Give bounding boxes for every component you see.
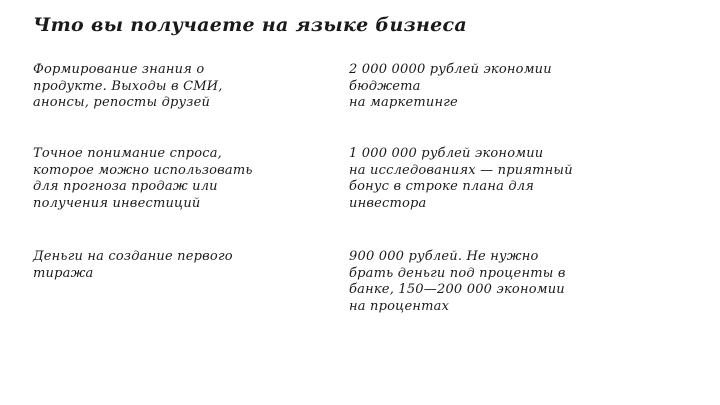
row-1-value-line: на маркетинге (349, 95, 458, 110)
row-1-benefit-line: Формирование знания о (33, 62, 205, 77)
row-2-value-line: на исследованиях — приятный (349, 162, 573, 178)
row-2-value-line: инвестора (349, 195, 427, 211)
row-2-benefit-line: для прогноза продаж или (33, 179, 218, 194)
row-3-value-line: на процентах (349, 298, 450, 314)
row-2-value-line: бонус в строке плана для (349, 179, 535, 194)
row-3-benefit-line: тиража (33, 265, 94, 281)
slide-title: Что вы получаете на языке бизнеса (33, 14, 468, 36)
row-2-benefit-line: получения инвестиций (33, 195, 201, 211)
row-2-benefit-line: Точное понимание спроса, (33, 146, 222, 161)
row-2-benefit-line: которое можно использовать (33, 162, 253, 178)
row-3-value-line: брать деньги под проценты в (349, 265, 566, 281)
row-2-business-value (349, 146, 639, 212)
row-3-business-value (349, 249, 639, 315)
row-1-benefit-line: анонсы, репосты друзей (33, 95, 211, 110)
row-3-benefit (33, 249, 313, 282)
row-3-value-line: банке, 150—200 000 экономии (349, 282, 565, 297)
row-1-benefit (33, 62, 313, 112)
row-1-benefit-line: продукте. Выходы в СМИ, (33, 78, 223, 94)
row-1-value-line: бюджета (349, 78, 421, 94)
row-3-benefit-line: Деньги на создание первого (33, 249, 233, 264)
row-2-benefit (33, 146, 313, 212)
row-1-business-value (349, 62, 639, 112)
row-1-value-line: 2 000 0000 рублей экономии (349, 62, 552, 77)
row-3-value-line: 900 000 рублей. Не нужно (349, 249, 539, 264)
row-2-value-line: 1 000 000 рублей экономии (349, 146, 544, 161)
